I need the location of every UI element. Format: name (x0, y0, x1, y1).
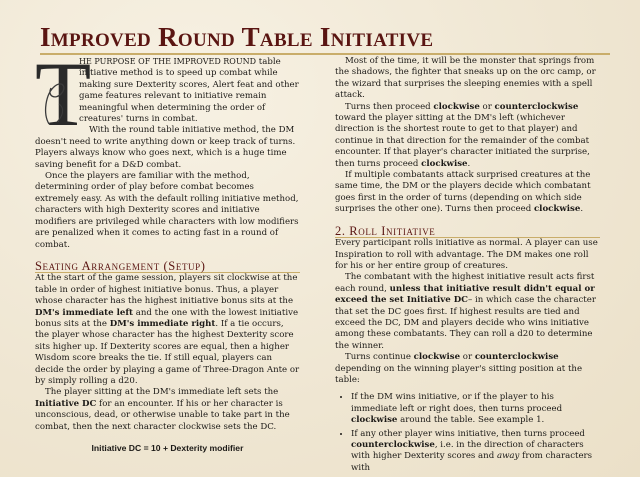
intro-rest: table initiative method is to speed up combat while making sure Dexterity scores, Alert feat and other game features relevant to initiative remain meaningful when determining the order of creatures' turns in combat. (79, 57, 299, 125)
paragraph-seating: At the start of the game session, players sit clockwise at the table in order of highest initiative bonus. Thus, a player whose character has the highest initiative bonus sits at the DM's immediate left and the one with the lowest initiative bonus sits at the DM's immediate right. If a tie occurs, the player whose character has the highest Dexterity score sits higher up. If Dexterity scores are equal, then a higher Wisdom score breaks the tie. If still equal, players can decide the order by playing a game of Three-Dragon Ante or by simply rolling a d20. (35, 273, 300, 386)
paragraph-surprise: Most of the time, it will be the monster that springs from the shadows, the fighter that sneaks up on the orc camp, or the wizard that surprises the sleeping enemies with a spell attack. (335, 56, 596, 101)
title-underline (40, 53, 610, 55)
drop-cap-flourish-icon (41, 64, 71, 130)
intro-lead: HE PURPOSE OF THE IMPROVED ROUND (79, 57, 257, 66)
list-item: • If the DM wins initiative, or if the player to his immediate left or right does, then turns proceed clockwise around the table. See example 1. (351, 392, 600, 426)
paragraph-highest-result: The combatant with the highest initiative result acts first each round, unless that initiative result didn't equal or exceed the set Initiative DC– in which case the character that set the DC goes first. If highest results are tied and exceed the DC, DM and players decide who wins initiative among these combatants. They can roll a d20 to determine the winner. (335, 272, 596, 351)
section-heading-roll-initiative: 2. Roll Initiative (335, 226, 600, 238)
drop-cap-letter: T (35, 43, 92, 145)
paragraph-multiple-combatants: If multiple combatants attack surprised creatures at the same time, the DM or the players decide which combatant goes first in the order of turns (depending on which side surprises the other one). Turns then proceed clockwise. (335, 170, 591, 215)
section-heading-seating: Seating Arrangement (Setup) (35, 261, 300, 273)
turn-order-list (335, 392, 600, 474)
initiative-formula: Initiative DC = 10 + Dexterity modifier (91, 443, 244, 453)
drop-cap (35, 43, 92, 145)
paragraph-turns-proceed: Turns then proceed clockwise or counterclockwise toward the player sitting at the DM's left (whichever direction is the shortest route to get to that player) and continue in that direction for the remainder of the combat encounter. If that player's character initiated the surprise, then turns proceed clockwise. (335, 101, 590, 169)
paragraph-familiar: Once the players are familiar with the method, determining order of play before combat becomes extremely easy. As with the default rolling initiative method, characters with high Dexterity scores and initiative modifiers are privileged while characters with low modifiers are penalized when it comes to acting fast in a round of combat. (35, 171, 299, 250)
list-item: • If any other player wins initiative, then turns proceed counterclockwise, i.e. in the direction of characters with higher Dexterity scores and away from characters with (351, 429, 600, 475)
left-column (35, 43, 300, 454)
page-title: Improved Round Table Initiative (40, 22, 434, 52)
paragraph-round-table: With the round table initiative method, the DM doesn't need to write anything down or keep track of turns. Players always know who goes next, which is a huge time saving benefit for a D&D combat. (35, 125, 296, 170)
paragraph-roll: Every participant rolls initiative as normal. A player can use Inspiration to roll with advantage. The DM makes one roll for his or her entire group of creatures. (335, 238, 598, 271)
paragraph-initiative-dc: The player sitting at the DM's immediate left sets the Initiative DC for an encounter. If his or her character is unconscious, dead, or otherwise unable to take part in the combat, then the next character clockwise sets the DC. (35, 387, 290, 432)
paragraph-turns-continue: Turns continue clockwise or counterclockwise depending on the winning player's sitting position at the table: (335, 352, 583, 385)
right-column (335, 56, 600, 476)
